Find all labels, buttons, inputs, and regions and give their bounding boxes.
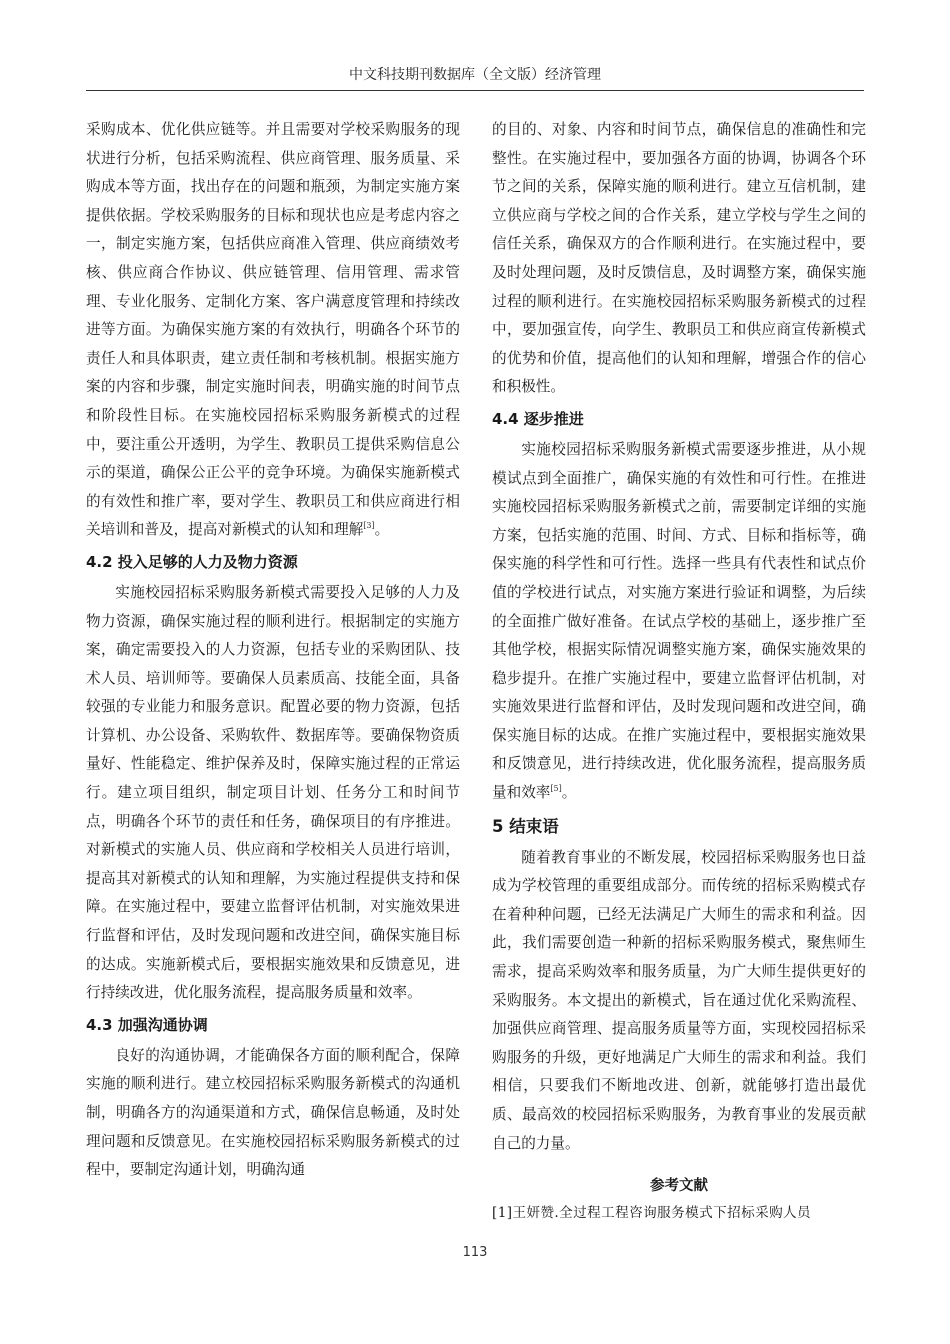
paragraph-end: 。 xyxy=(374,521,390,539)
journal-header xyxy=(86,64,864,91)
page-number: 113 xyxy=(462,1245,488,1260)
right-column xyxy=(492,116,866,1226)
citation-ref: [5] xyxy=(550,784,562,794)
paragraph-text: 采购成本、优化供应链等。并且需要对学校采购服务的现状进行分析，包括采购流程、供应商管理、服务质量、采购成本等方面，找出存在的问题和瓶颈，为制定实施方案提供依据。学校采购服务的目标和现状也应是考虑内容之一，制定实施方案，包括供应商准入管理、供应商绩效考核、供应商合作协议、供应链管理、信用管理、需求管理、专业化服务、定制化方案、客户满意度管理和持续改进等方面。为确保实施方案的有效执行，明确各个环节的责任人和具体职责，建立责任制和考核机制。根据实施方案的内容和步骤，制定实施时间表，明确实施的时间节点和阶段性目标。在实施校园招标采购服务新模式的过程中，要注重公开透明，为学生、教职员工提供采购信息公示的渠道，确保公正公平的竞争环境。为确保实施新模式的有效性和推广率，要对学生、教职员工和供应商进行相关培训和普及，提高对新模式的认知和理解 xyxy=(86,121,460,539)
body-paragraph xyxy=(492,436,866,808)
body-paragraph xyxy=(86,116,460,545)
body-paragraph: 实施校园招标采购服务新模式需要投入足够的人力及物力资源，确保实施过程的顺利进行。根据制定的实施方案，确定需要投入的人力资源，包括专业的采购团队、技术人员、培训师等。要确保人员素质高、技能全面，具备较强的专业能力和服务意识。配置必要的物力资源，包括计算机、办公设备、采购软件、数据库等。要确保物资质量好、性能稳定、维护保养及时，保障实施过程的正常运行。建立项目组织，制定项目计划、任务分工和时间节点，明确各个环节的责任和任务，确保项目的有序推进。对新模式的实施人员、供应商和学校相关人员进行培训，提高其对新模式的认知和理解，为实施过程提供支持和保障。在实施过程中，要建立监督评估机制，对实施效果进行监督和评估，及时发现问题和改进空间，确保实施目标的达成。实施新模式后，要根据实施效果和反馈意见，进行持续改进，优化服务流程，提高服务质量和效率。 xyxy=(86,583,460,1002)
citation-ref: [3] xyxy=(363,521,375,531)
section-heading-4-3: 4.3 加强沟通协调 xyxy=(86,1015,208,1034)
body-paragraph: 良好的沟通协调，才能确保各方面的顺利配合，保障实施的顺利进行。建立校园招标采购服务新模式的沟通机制，明确各方的沟通渠道和方式，确保信息畅通，及时处理问题和反馈意见。在实施校园招标采购服务新模式的过程中，要制定沟通计划，明确沟通 xyxy=(86,1046,460,1179)
left-column xyxy=(86,116,460,1185)
reference-item: [1]王妍赞.全过程工程咨询服务模式下招标采购人员 xyxy=(492,1205,812,1222)
references-title: 参考文献 xyxy=(650,1178,708,1195)
body-paragraph: 随着教育事业的不断发展，校园招标采购服务也日益成为学校管理的重要组成部分。而传统的招标采购模式存在着种种问题，已经无法满足广大师生的需求和利益。因此，我们需要创造一种新的招标采购服务模式，聚焦师生需求，提高采购效率和服务质量，为广大师生提供更好的采购服务。本文提出的新模式，旨在通过优化采购流程、加强供应商管理、提高服务质量等方面，实现校园招标采购服务的升级，更好地满足广大师生的需求和利益。我们相信，只要我们不断地改进、创新，就能够打造出最优质、最高效的校园招标采购服务，为教育事业的发展贡献自己的力量。 xyxy=(492,848,866,1152)
journal-title: 中文科技期刊数据库（全文版）经济管理 xyxy=(349,67,601,83)
section-heading-4-4: 4.4 逐步推进 xyxy=(492,409,584,428)
section-heading-4-2: 4.2 投入足够的人力及物力资源 xyxy=(86,552,298,571)
section-heading-5: 5 结束语 xyxy=(492,816,559,836)
paragraph-end: 。 xyxy=(561,784,577,802)
paragraph-text: 实施校园招标采购服务新模式需要逐步推进，从小规模试点到全面推广，确保实施的有效性和可行性。在推进实施校园招标采购服务新模式之前，需要制定详细的实施方案，包括实施的范围、时间、方式、目标和指标等，确保实施的科学性和可行性。选择一些具有代表性和试点价值的学校进行试点，对实施方案进行验证和调整，为后续的全面推广做好准备。在试点学校的基础上，逐步推广至其他学校，根据实际情况调整实施方案，确保实施效果的稳步提升。在推广实施过程中，要建立监督评估机制，对实施效果进行监督和评估，及时发现问题和改进空间，确保实施目标的达成。在推广实施过程中，要根据实施效果和反馈意见，进行持续改进，优化服务流程，提高服务质量和效率 xyxy=(492,440,866,802)
body-paragraph: 的目的、对象、内容和时间节点，确保信息的准确性和完整性。在实施过程中，要加强各方面的协调，协调各个环节之间的关系，保障实施的顺利进行。建立互信机制，建立供应商与学校之间的合作关系，建立学校与学生之间的信任关系，确保双方的合作顺利进行。在实施过程中，要及时处理问题，及时反馈信息，及时调整方案，确保实施过程的顺利进行。在实施校园招标采购服务新模式的过程中，要加强宣传，向学生、教职员工和供应商宣传新模式的优势和价值，提高他们的认知和理解，增强合作的信心和积极性。 xyxy=(492,121,866,396)
